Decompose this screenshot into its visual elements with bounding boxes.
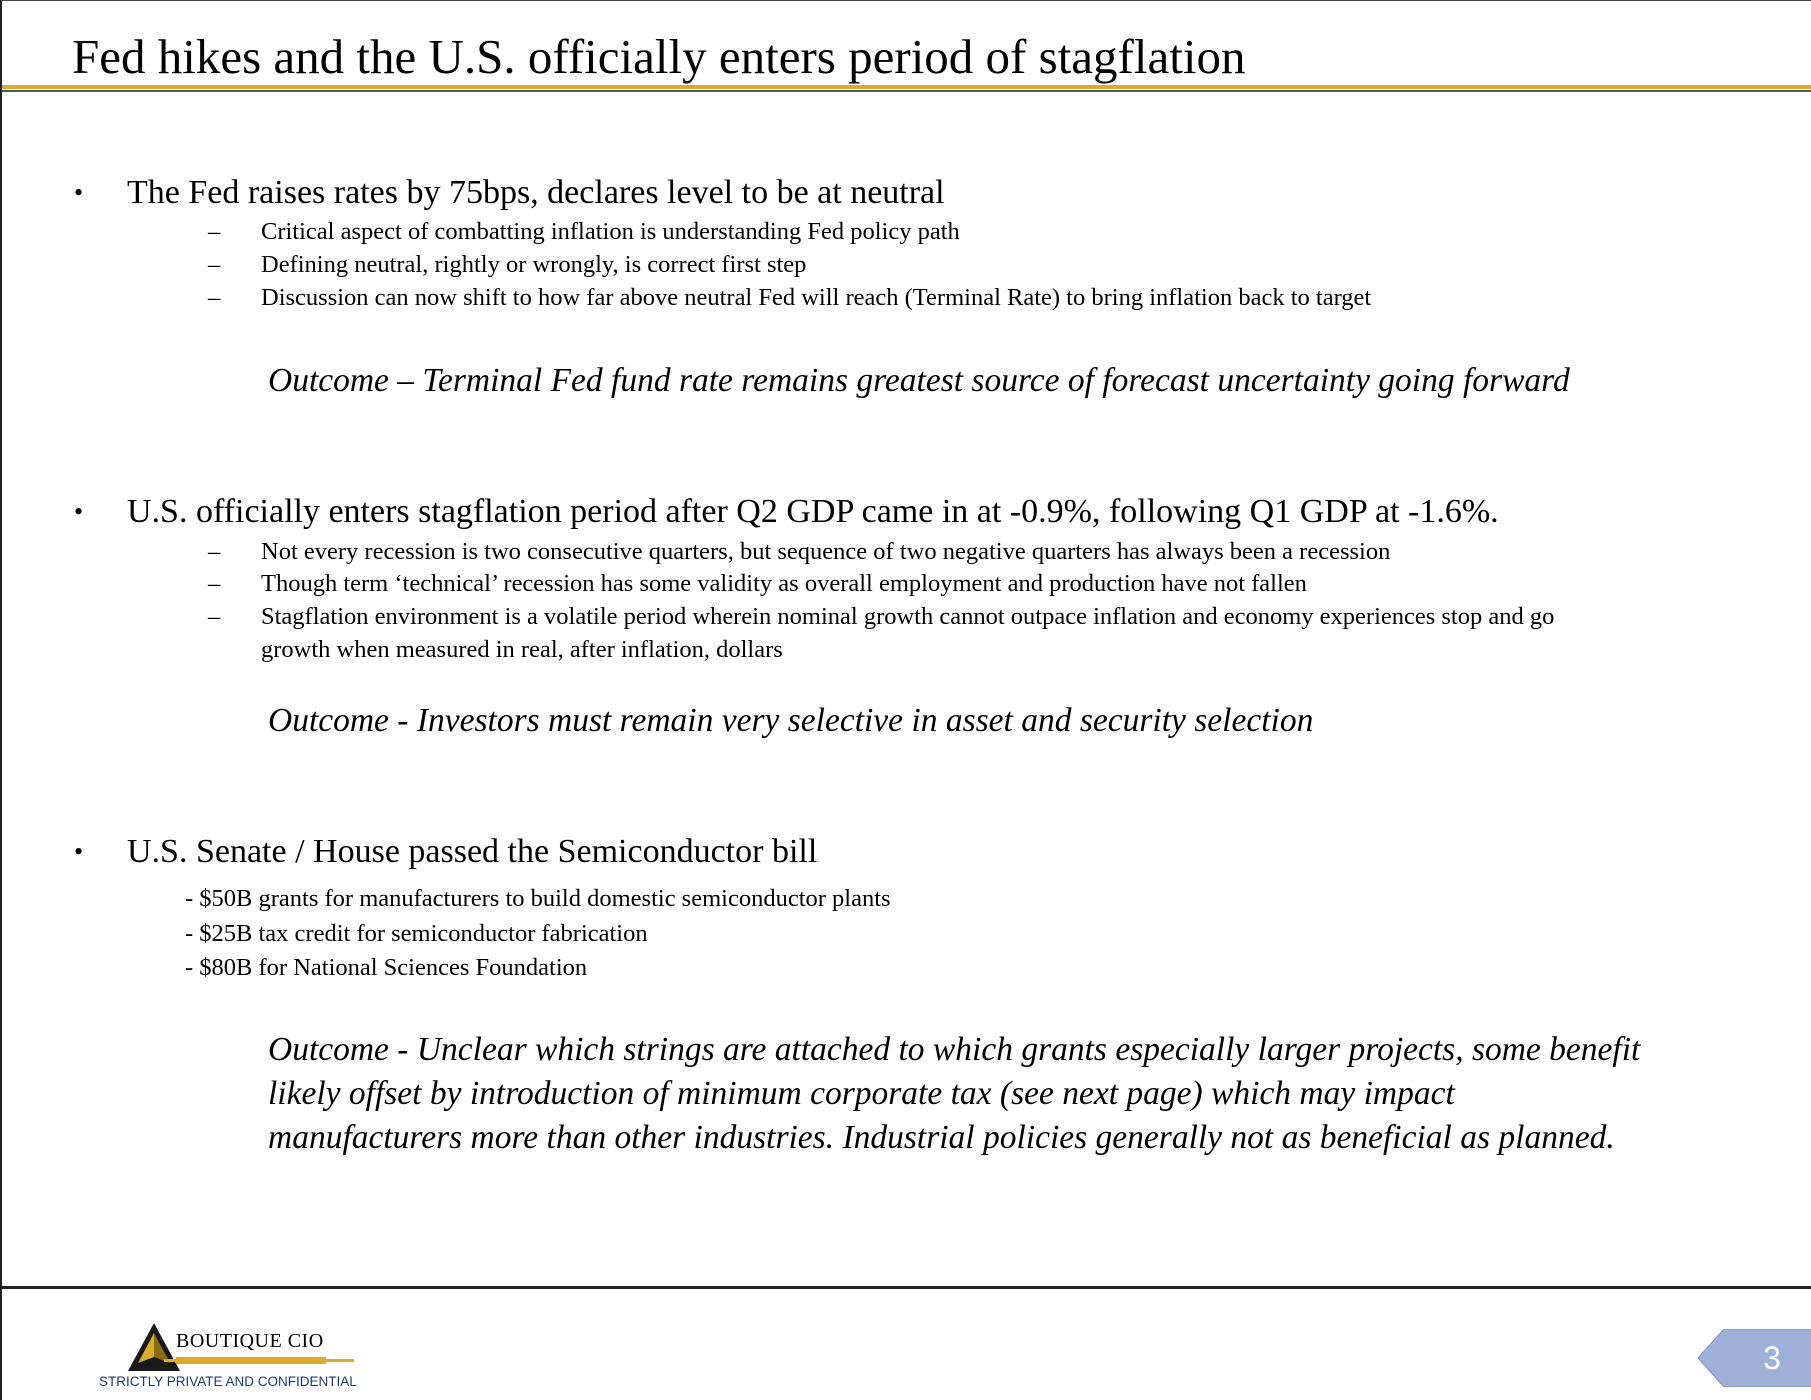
page-number: 3	[1763, 1340, 1781, 1376]
bullet-marker: •	[74, 837, 84, 866]
bullet-marker: •	[74, 497, 84, 526]
confidential-notice: STRICTLY PRIVATE AND CONFIDENTIAL	[99, 1374, 357, 1389]
title-rule-gold	[2, 85, 1811, 89]
dash-marker: –	[208, 284, 221, 311]
bullet-text: U.S. officially enters stagflation period after Q2 GDP came in at -0.9%, following Q1 GDP at -1.6%.	[127, 493, 1499, 530]
subpoint-text: Not every recession is two consecutive quarters, but sequence of two negative quarters has always been a recession	[261, 538, 1391, 565]
dash-marker: –	[208, 570, 221, 597]
slide-title: Fed hikes and the U.S. officially enters period of stagflation	[72, 29, 1246, 84]
subpoint-text: Stagflation environment is a volatile period wherein nominal growth cannot outpace inflation and economy experiences stop and go	[261, 603, 1555, 630]
subpoint-text: growth when measured in real, after inflation, dollars	[261, 636, 783, 663]
outcome-text: Outcome - Investors must remain very selective in asset and security selection	[268, 702, 1314, 739]
subpoint: - $80B for National Sciences Foundation	[185, 954, 588, 981]
dash-marker: –	[208, 218, 221, 245]
dash-marker: –	[208, 603, 221, 630]
subpoint: - $50B grants for manufacturers to build domestic semiconductor plants	[185, 885, 891, 912]
title-rule	[2, 90, 1811, 92]
brand-name: BOUTIQUE CIO	[176, 1330, 324, 1352]
dash-marker: –	[208, 251, 221, 278]
bullet-text: The Fed raises rates by 75bps, declares level to be at neutral	[127, 174, 945, 211]
bullet-marker: •	[74, 178, 84, 207]
subpoint-text: Critical aspect of combatting inflation is understanding Fed policy path	[261, 218, 960, 245]
outcome-text: likely offset by introduction of minimum corporate tax (see next page) which may impact	[268, 1075, 1455, 1112]
outcome-text: manufacturers more than other industries. Industrial policies generally not as beneficial as planned.	[268, 1119, 1615, 1156]
subpoint-text: Though term ‘technical’ recession has some validity as overall employment and production have not fallen	[261, 570, 1307, 597]
subpoint-text: Defining neutral, rightly or wrongly, is correct first step	[261, 251, 807, 278]
outcome-text: Outcome – Terminal Fed fund rate remains greatest source of forecast uncertainty going forward	[268, 362, 1570, 399]
dash-marker: –	[208, 538, 221, 565]
footer-rule	[2, 1286, 1811, 1289]
subpoint-text: Discussion can now shift to how far above neutral Fed will reach (Terminal Rate) to bring inflation back to target	[261, 284, 1372, 311]
outcome-text: Outcome - Unclear which strings are attached to which grants especially larger projects, some benefit	[268, 1031, 1641, 1068]
bullet-text: U.S. Senate / House passed the Semiconductor bill	[127, 833, 818, 870]
subpoint: - $25B tax credit for semiconductor fabrication	[185, 920, 648, 947]
